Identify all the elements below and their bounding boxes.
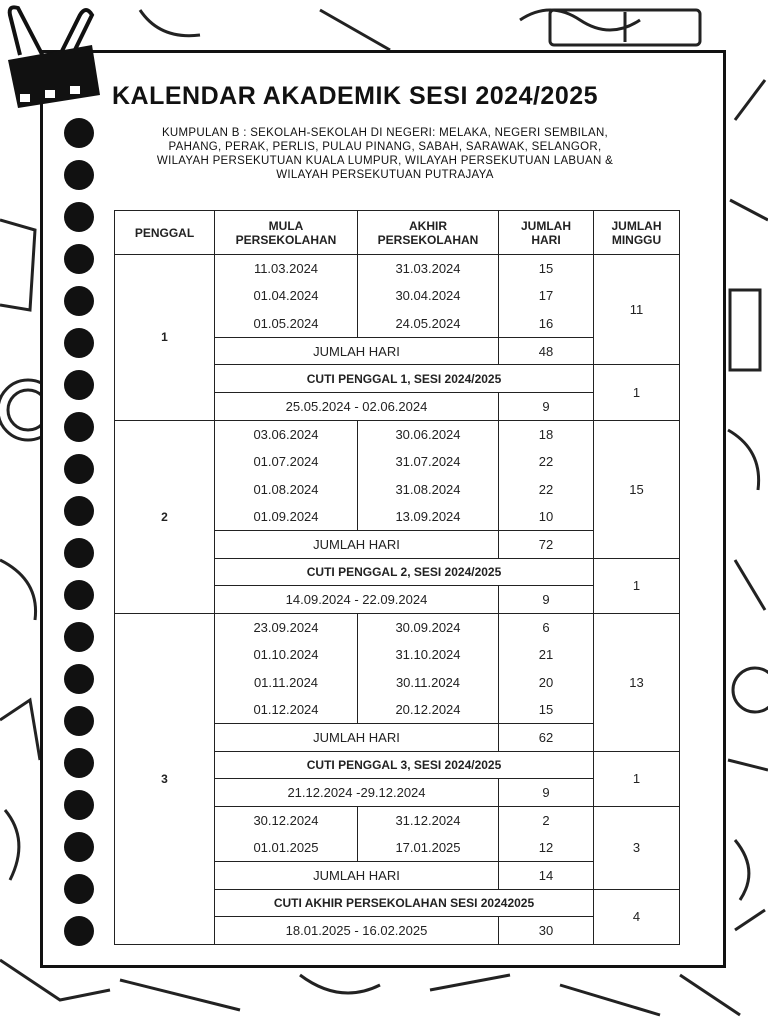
- akhir-cell: 30.06.2024: [358, 420, 499, 448]
- holiday-hari: 9: [499, 779, 594, 807]
- mula-cell: 01.05.2024: [215, 310, 358, 338]
- holiday-minggu: 4: [594, 889, 680, 944]
- jumlah-hari-value: 14: [499, 862, 594, 890]
- akhir-cell: 17.01.2025: [358, 834, 499, 862]
- header-text: PERSEKOLAHAN: [235, 232, 337, 247]
- mula-cell: 01.08.2024: [215, 475, 358, 503]
- header-text: JUMLAH: [611, 218, 662, 233]
- binding-hole: [64, 202, 94, 232]
- akhir-cell: 13.09.2024: [358, 503, 499, 531]
- mula-cell: 23.09.2024: [215, 613, 358, 641]
- table-row: [115, 255, 680, 283]
- jumlah-hari-label: JUMLAH HARI: [215, 724, 499, 752]
- holiday-hari: 9: [499, 586, 594, 614]
- header-penggal: PENGGAL: [115, 211, 215, 255]
- akhir-cell: 30.11.2024: [358, 668, 499, 696]
- hari-cell: 15: [499, 255, 594, 283]
- binding-hole: [64, 580, 94, 610]
- subtitle-line: PAHANG, PERAK, PERLIS, PULAU PINANG, SABAH, SARAWAK, SELANGOR,: [168, 141, 602, 153]
- holiday-title: CUTI PENGGAL 1, SESI 2024/2025: [215, 365, 594, 393]
- minggu-cell: 11: [594, 255, 680, 365]
- hari-cell: 17: [499, 282, 594, 310]
- subtitle-line: KUMPULAN B : SEKOLAH-SEKOLAH DI NEGERI: MELAKA, NEGERI SEMBILAN,: [161, 127, 609, 139]
- mula-cell: 01.12.2024: [215, 696, 358, 724]
- binding-hole: [64, 664, 94, 694]
- header-text: JUMLAH: [521, 218, 571, 233]
- binder-clip-icon: [0, 0, 110, 120]
- hari-cell: 22: [499, 475, 594, 503]
- penggal-label: 2: [115, 420, 215, 613]
- holiday-title: CUTI PENGGAL 2, SESI 2024/2025: [215, 558, 594, 586]
- jumlah-hari-value: 62: [499, 724, 594, 752]
- mula-cell: 03.06.2024: [215, 420, 358, 448]
- binding-hole: [64, 412, 94, 442]
- header-jumlah-hari: [499, 211, 594, 255]
- akhir-cell: 31.10.2024: [358, 641, 499, 669]
- table-header-row: [115, 211, 680, 255]
- hari-cell: 16: [499, 310, 594, 338]
- hari-cell: 6: [499, 613, 594, 641]
- binding-hole: [64, 706, 94, 736]
- table-row: [115, 420, 680, 448]
- akhir-cell: 30.04.2024: [358, 282, 499, 310]
- header-mula: [215, 211, 358, 255]
- akhir-cell: 31.07.2024: [358, 448, 499, 476]
- holiday-title: CUTI AKHIR PERSEKOLAHAN SESI 20242025: [215, 889, 594, 917]
- mula-cell: 01.01.2025: [215, 834, 358, 862]
- header-text: HARI: [531, 232, 561, 247]
- header-text: MULA: [268, 218, 304, 233]
- akhir-cell: 31.08.2024: [358, 475, 499, 503]
- holiday-minggu: 1: [594, 558, 680, 613]
- subtitle-line: WILAYAH PERSEKUTUAN KUALA LUMPUR, WILAYAH PERSEKUTUAN LABUAN &: [156, 155, 614, 167]
- binding-hole: [64, 160, 94, 190]
- mula-cell: 01.04.2024: [215, 282, 358, 310]
- group-description: [105, 126, 665, 182]
- akhir-cell: 31.12.2024: [358, 806, 499, 834]
- binding-hole: [64, 622, 94, 652]
- mula-cell: 01.07.2024: [215, 448, 358, 476]
- holiday-dates: 18.01.2025 - 16.02.2025: [215, 917, 499, 945]
- subtitle-line: WILAYAH PERSEKUTUAN PUTRAJAYA: [276, 169, 494, 181]
- holiday-dates: 25.05.2024 - 02.06.2024: [215, 392, 499, 420]
- akhir-cell: 30.09.2024: [358, 613, 499, 641]
- binding-hole: [64, 832, 94, 862]
- jumlah-hari-value: 48: [499, 337, 594, 365]
- hari-cell: 20: [499, 668, 594, 696]
- holiday-minggu: 1: [594, 751, 680, 806]
- holiday-dates: 21.12.2024 -29.12.2024: [215, 779, 499, 807]
- hari-cell: 22: [499, 448, 594, 476]
- hari-cell: 18: [499, 420, 594, 448]
- hari-cell: 10: [499, 503, 594, 531]
- minggu-cell: 13: [594, 613, 680, 751]
- binding-hole: [64, 748, 94, 778]
- mula-cell: 30.12.2024: [215, 806, 358, 834]
- table-row: [115, 613, 680, 641]
- header-text: PERSEKOLAHAN: [377, 232, 479, 247]
- jumlah-hari-label: JUMLAH HARI: [215, 530, 499, 558]
- holiday-dates: 14.09.2024 - 22.09.2024: [215, 586, 499, 614]
- hari-cell: 21: [499, 641, 594, 669]
- minggu-cell: 15: [594, 420, 680, 558]
- binding-hole: [64, 874, 94, 904]
- akhir-cell: 20.12.2024: [358, 696, 499, 724]
- holiday-hari: 9: [499, 392, 594, 420]
- binding-hole: [64, 916, 94, 946]
- hari-cell: 2: [499, 806, 594, 834]
- mula-cell: 01.09.2024: [215, 503, 358, 531]
- holiday-hari: 30: [499, 917, 594, 945]
- hari-cell: 12: [499, 834, 594, 862]
- mula-cell: 01.10.2024: [215, 641, 358, 669]
- binding-hole: [64, 244, 94, 274]
- binding-hole: [64, 118, 94, 148]
- holiday-minggu: 1: [594, 365, 680, 420]
- header-text: AKHIR: [409, 218, 447, 233]
- binding-hole: [64, 370, 94, 400]
- academic-calendar-table: [114, 210, 680, 945]
- mula-cell: 01.11.2024: [215, 668, 358, 696]
- binding-hole: [64, 790, 94, 820]
- mula-cell: 11.03.2024: [215, 255, 358, 283]
- binding-hole: [64, 496, 94, 526]
- jumlah-hari-label: JUMLAH HARI: [215, 862, 499, 890]
- binding-hole: [64, 328, 94, 358]
- jumlah-hari-value: 72: [499, 530, 594, 558]
- header-jumlah-minggu: [594, 211, 680, 255]
- header-akhir: [358, 211, 499, 255]
- header-text: MINGGU: [611, 232, 662, 247]
- hari-cell: 15: [499, 696, 594, 724]
- akhir-cell: 24.05.2024: [358, 310, 499, 338]
- penggal-label: 1: [115, 255, 215, 421]
- holiday-title: CUTI PENGGAL 3, SESI 2024/2025: [215, 751, 594, 779]
- binding-hole: [64, 454, 94, 484]
- binding-hole: [64, 286, 94, 316]
- akhir-cell: 31.03.2024: [358, 255, 499, 283]
- jumlah-hari-label: JUMLAH HARI: [215, 337, 499, 365]
- minggu-cell: 3: [594, 806, 680, 889]
- binding-hole: [64, 538, 94, 568]
- penggal-label: 3: [115, 613, 215, 944]
- page-title: KALENDAR AKADEMIK SESI 2024/2025: [112, 82, 599, 110]
